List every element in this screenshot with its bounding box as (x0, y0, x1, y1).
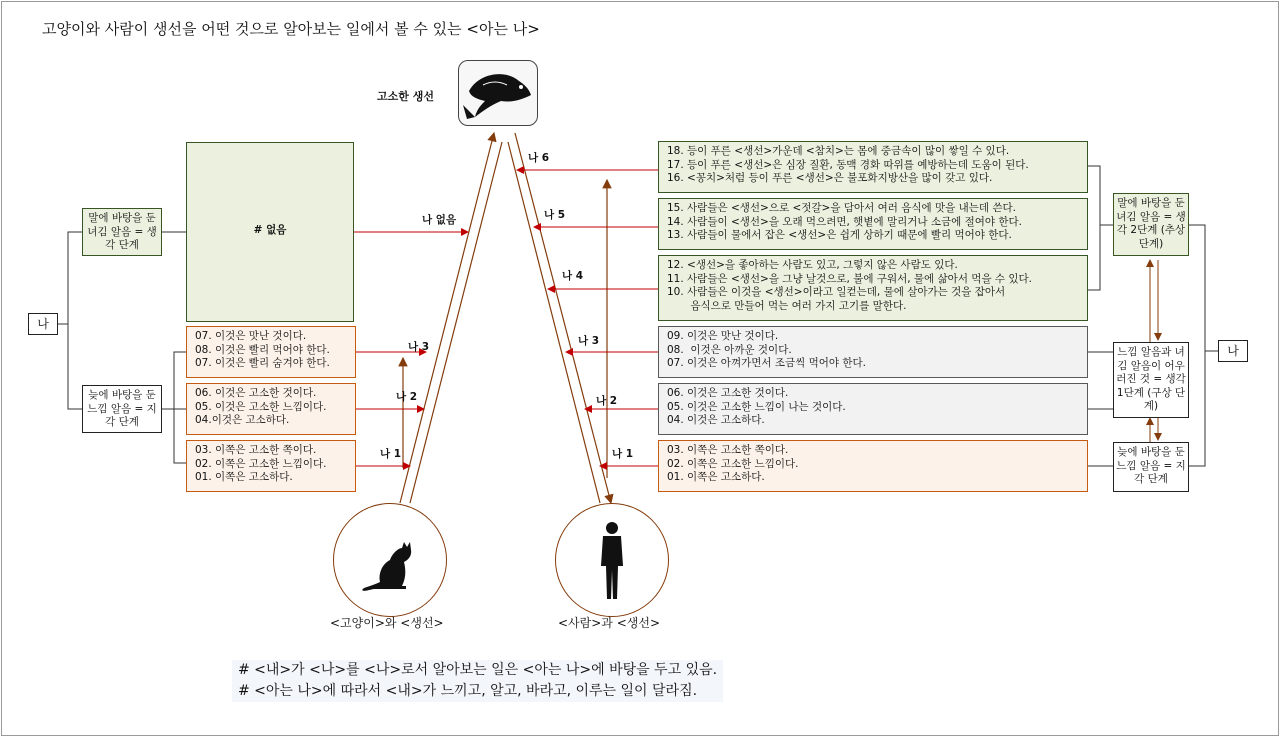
arrow-label-l1: 나 1 (380, 448, 402, 460)
left-box-line: 02. 이쪽은 고소한 느낌이다. (195, 457, 327, 470)
arrow-label-r3: 나 3 (578, 335, 600, 347)
right-box-line: 18. 등이 푸른 <생선>가운데 <참치>는 몸에 중금속이 많이 쌓일 수 있다. (667, 145, 1010, 157)
right-box-line: 05. 이것은 고소한 느낌이 나는 것이다. (667, 400, 846, 413)
left-box-line: 05. 이것은 고소한 느낌이다. (195, 400, 327, 413)
fish-picture (458, 60, 538, 126)
arrow-label-r2: 나 2 (596, 395, 618, 407)
right-box-line: 10. 사람들은 이것을 <생선>이라고 일컫는데, 물에 살아가는 것을 잡아서 (667, 286, 1006, 298)
right-box-line: 17. 등이 푸른 <생선>은 심장 질환, 동맥 경화 따위를 예방하는데 도움이 된다. (667, 158, 1029, 171)
right-box-line: 02. 이쪽은 고소한 느낌이다. (667, 457, 799, 470)
arrow-label-none: 나 없음 (422, 214, 457, 226)
right-box-level6 (658, 141, 1088, 193)
left-box-level1 (186, 440, 356, 492)
right-thought-stage-1: 느낌 알음과 녀김 알음이 어우러진 것 = 생각 1단계 (구상 단계) (1113, 342, 1189, 418)
cat-icon (334, 504, 446, 616)
right-box-level1 (658, 440, 1088, 492)
right-box-line: 04. 이것은 고소하다. (667, 414, 765, 426)
right-perception-stage: 늦에 바탕을 둔 느낌 알음 = 지각 단계 (1113, 442, 1189, 492)
right-box-line: 09. 이것은 맛난 것이다. (667, 330, 779, 342)
right-box-level2 (658, 383, 1088, 435)
note-line: # <내>가 <나>를 <나>로서 알아보는 일은 <아는 나>에 바탕을 두고 있음. (238, 662, 718, 678)
right-box-line: 13. 사람들이 물에서 잡은 <생선>은 쉽게 상하기 때문에 빨리 먹어야 한다. (667, 229, 1012, 241)
right-box-line: 15. 사람들은 <생선>으로 <젓갈>을 담아서 여러 음식에 맛을 내는데 쓴다. (667, 202, 1016, 214)
cat-circle (333, 503, 447, 617)
person-circle (555, 503, 669, 617)
arrow-label-r5: 나 5 (544, 209, 566, 221)
left-box-line: 07. 이것은 빨리 숨겨야 한다. (195, 357, 330, 369)
person-icon (556, 504, 668, 616)
arrow-label-l2: 나 2 (396, 391, 418, 403)
left-box-level2 (186, 383, 356, 435)
right-box-line: 01. 이쪽은 고소하다. (667, 471, 765, 483)
me-right-box: 나 (1218, 340, 1248, 362)
left-perception-stage: 늦에 바탕을 둔 느낌 알음 = 지각 단계 (82, 385, 162, 433)
left-box-line: 07. 이것은 맛난 것이다. (195, 330, 307, 342)
note-line: # <아는 나>에 따라서 <내>가 느끼고, 알고, 바라고, 이루는 일이 달라짐. (238, 683, 698, 699)
arrow-label-r4: 나 4 (562, 270, 584, 282)
left-box-line: 01. 이쪽은 고소하다. (195, 471, 293, 483)
left-box-line: 08. 이것은 빨리 먹어야 한다. (195, 343, 330, 356)
fish-label: 고소한 생선 (377, 90, 434, 103)
right-box-line: 07. 이것은 아껴가면서 조금씩 먹어야 한다. (667, 357, 867, 369)
fish-icon (459, 61, 537, 125)
right-box-line: 16. <꽁치>처럼 등이 푸른 <생선>은 불포화지방산을 많이 갖고 있다. (667, 172, 993, 184)
arrow-label-r6: 나 6 (528, 152, 550, 164)
none-box (186, 142, 354, 322)
right-thought-stage-2: 말에 바탕을 둔 녀김 알음 = 생각 2단계 (추상 단계) (1113, 193, 1189, 256)
right-box-line: 음식으로 만들어 먹는 여러 가지 고기를 말한다. (667, 299, 907, 312)
right-box-line: 11. 사람들은 <생선>을 그냥 날것으로, 불에 구워서, 물에 삶아서 먹을 수 있다. (667, 272, 1033, 285)
notes (232, 660, 723, 702)
right-box-line: 12. <생선>을 좋아하는 사람도 있고, 그렇지 않은 사람도 있다. (667, 259, 958, 271)
right-box-line: 06. 이것은 고소한 것이다. (667, 387, 789, 399)
right-box-level3 (658, 326, 1088, 378)
left-box-line: 06. 이것은 고소한 것이다. (195, 387, 317, 399)
right-box-line: 08. 이것은 아까운 것이다. (667, 343, 792, 356)
right-box-line: 03. 이쪽은 고소한 쪽이다. (667, 444, 789, 456)
left-box-level3 (186, 326, 356, 378)
right-box-level5 (658, 198, 1088, 250)
cat-caption: <고양이>와 <생선> (330, 616, 444, 630)
arrow-label-l3: 나 3 (408, 341, 430, 353)
diagram-title: 고양이와 사람이 생선을 어떤 것으로 알아보는 일에서 볼 수 있는 <아는 나> (42, 20, 540, 38)
me-left-box: 나 (28, 313, 58, 335)
left-thought-stage: 말에 바탕을 둔 녀김 알음 = 생각 단계 (82, 208, 162, 256)
left-box-line: 03. 이쪽은 고소한 쪽이다. (195, 444, 317, 456)
none-box-text: # 없음 (253, 224, 287, 236)
right-box-line: 14. 사람들이 <생선>을 오래 먹으려면, 햇볕에 말리거나 소금에 절여야 한다. (667, 215, 1023, 228)
right-box-level4 (658, 255, 1088, 321)
arrow-label-r1: 나 1 (612, 448, 634, 460)
person-caption: <사람>과 <생선> (558, 616, 660, 630)
left-box-line: 04.이것은 고소하다. (195, 414, 290, 426)
